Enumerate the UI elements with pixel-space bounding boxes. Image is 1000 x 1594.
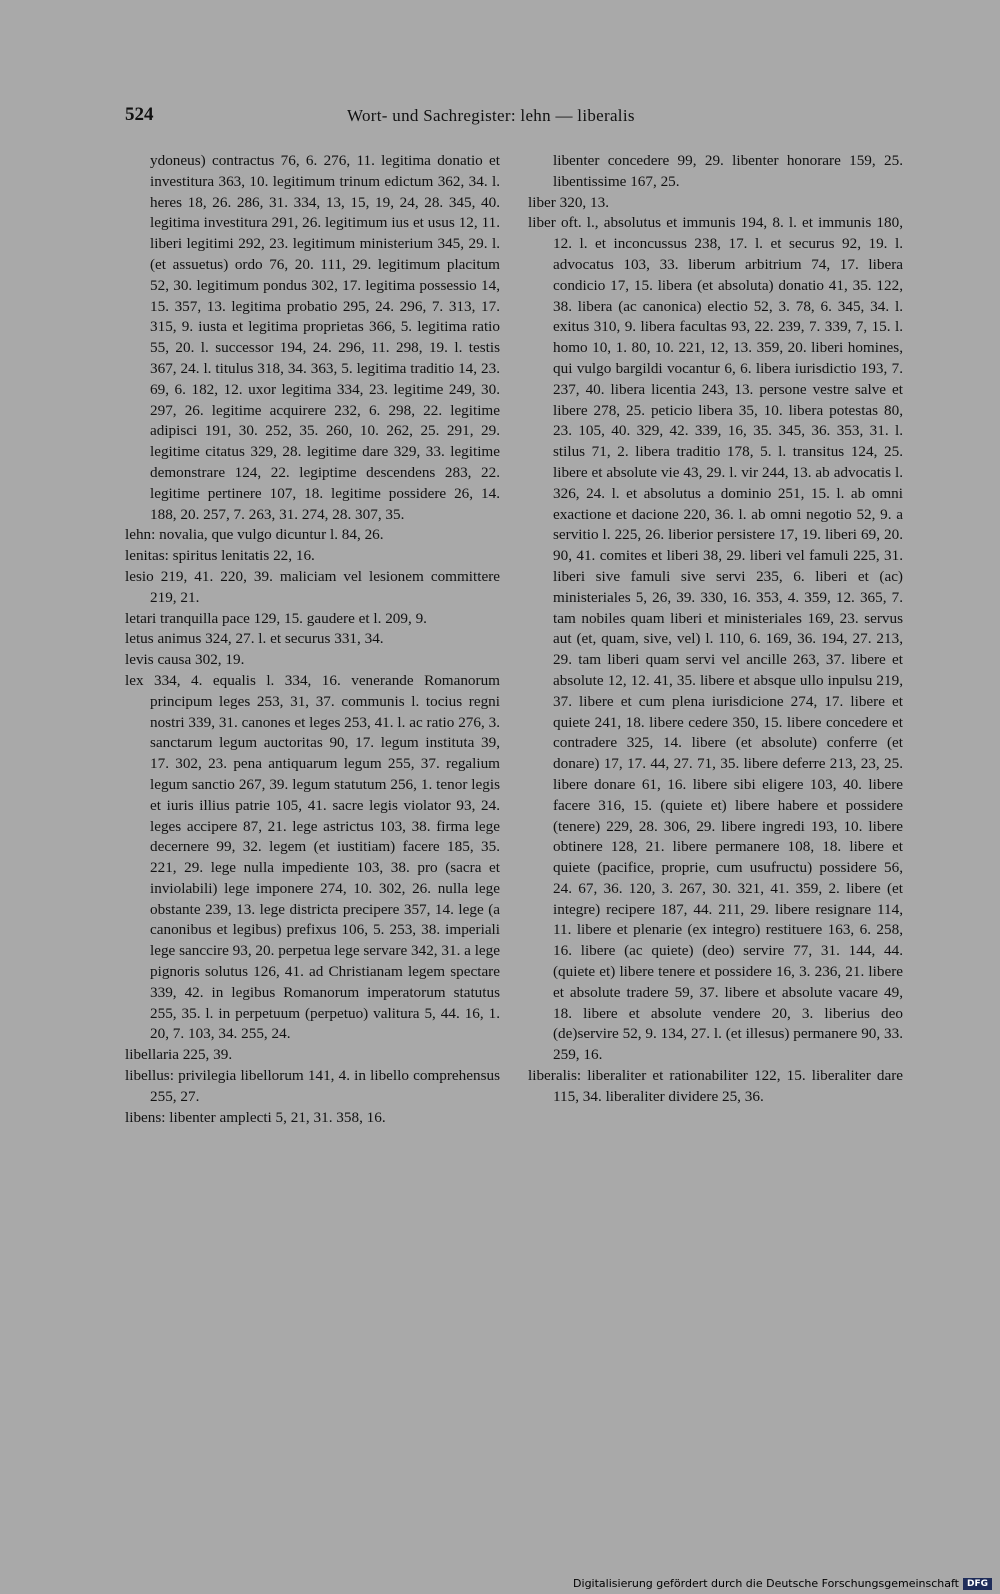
index-entry: libens: libenter amplecti 5, 21, 31. 358, 16. <box>125 1108 386 1126</box>
digitization-footer <box>573 1577 992 1590</box>
right-column <box>528 151 903 1108</box>
index-entry: liberalis: liberaliter et rationabiliter 122, 15. liberaliter dare 115, 34. liberaliter dividere 25, 36. <box>528 1067 903 1105</box>
index-entry: lehn: novalia, que vulgo dicuntur l. 84, 26. <box>125 526 384 544</box>
index-entry: letus animus 324, 27. l. et securus 331, 34. <box>125 630 384 648</box>
index-entry: letari tranquilla pace 129, 15. gaudere et l. 209, 9. <box>125 609 427 627</box>
dfg-logo: DFG <box>963 1578 992 1590</box>
index-entry: lesio 219, 41. 220, 39. maliciam vel lesionem committere 219, 21. <box>125 567 500 606</box>
footer-credit: Digitalisierung gefördert durch die Deutsche Forschungsgemeinschaft <box>573 1577 959 1590</box>
index-entry: libellus: privilegia libellorum 141, 4. in libello comprehensus 255, 27. <box>125 1067 500 1105</box>
index-entry: levis causa 302, 19. <box>125 651 245 669</box>
index-entry: libenter concedere 99, 29. libenter honorare 159, 25. libentissime 167, 25. <box>553 152 903 190</box>
left-column <box>125 151 500 1128</box>
page-number: 524 <box>125 104 154 125</box>
index-entry: liber 320, 13. <box>528 193 609 211</box>
index-entry: lex 334, 4. equalis l. 334, 16. venerande Romanorum principum leges 253, 31, 37. communis l. tocius regni nostri 339, 31. canones et leges 253, 41. l. ac ratio 276, 3. sanctarum legum auctoritas 90, 17. legum instituta 39, 17. 302, 23. pena antiquarum legum 255, 37. regalium legum sanctio 267, 39. legum statutum 256, 1. tenor legis et iuris illius patrie 105, 41. sacre legis violator 93, 24. leges accipere 87, 21. lege astrictus 103, 38. firma lege decernere 99, 32. legem (et iustitiam) facere 185, 35. 221, 29. lege nulla impediente 103, 38. pro (sacra et inviolabili) lege imponere 274, 10. 302, 26. nulla lege obstante 239, 13. lege districta precipere 357, 14. lege (a canonibus et legibus) prefixus 106, 5. 253, 38. imperiali lege sanccire 93, 20. perpetua lege servare 342, 31. a lege pignoris solutus 126, 41. ad Christianam legem spectare 339, 42. in legibus Romanorum imperatorum statutus 255, 35. l. in perpetuum (perpetuo) valitura 5, 44. 16, 1. 20, 7. 103, 34. 255, 24. <box>125 671 500 1043</box>
index-entry: ydoneus) contractus 76, 6. 276, 11. legitima donatio et investitura 363, 10. legitimum trinum edictum 362, 34. l. heres 18, 26. 286, 31. 334, 13, 15, 19, 24, 28. 345, 40. legitima investitura 291, 26. legitimum ius et usus 12, 11. liberi legitimi 292, 23. legitimum ministerium 345, 29. l. (et assuetus) ordo 76, 20. 111, 29. legitimum placitum 52, 30. legitimum pondus 302, 17. legitima possessio 14, 15. 357, 13. legitima probatio 295, 24. 296, 7. 313, 17. 315, 9. iusta et legitima proprietas 366, 5. legitima ratio 55, 20. l. successor 194, 24. 296, 11. 298, 19. l. testis 367, 24. l. titulus 318, 34. 363, 5. legitima traditio 14, 23. 69, 6. 182, 12. uxor legitima 334, 23. legitime 249, 30. 297, 26. legitime acquirere 232, 6. 298, 22. legitime adipisci 191, 30. 252, 35. 260, 10. 262, 25. 291, 29. legitime citatus 329, 28. legitime dare 329, 33. legitime demonstrare 124, 22. legiptime descendens 283, 22. legitime pertinere 107, 18. legitime possidere 26, 14. 188, 20. 257, 7. 263, 31. 274, 28. 307, 35. <box>150 152 500 523</box>
index-entry: libellaria 225, 39. <box>125 1046 233 1064</box>
index-entry: liber oft. l., absolutus et immunis 194, 8. l. et immunis 180, 12. l. et inconcussus 238, 17. l. et securus 92, 19. l. advocatus 103, 33. liberum arbitrium 74, 17. libera condicio 17, 15. libera (et absoluta) donatio 41, 35. 122, 38. libera (ac canonica) electio 52, 3. 78, 6. 345, 34. l. exitus 310, 9. libera facultas 93, 22. 239, 7. 339, 7, 15. l. homo 10, 1. 80, 10. 221, 12, 13. 359, 20. liberi homines, qui vulgo bargildi vocantur 6, 6. libera iurisdictio 193, 7. 237, 40. libera licentia 243, 13. persone vestre salve et libere 278, 25. peticio libera 35, 10. libera potestas 80, 23. 105, 40. 329, 42. 339, 16, 35. 345, 36. 353, 31. l. stilus 71, 2. libera traditio 178, 5. l. transitus 124, 25. libere et absolute vie 43, 29. l. vir 244, 13. ab advocatis l. 326, 24. l. et absolutus a dominio 251, 15. l. ab omni exactione et dacione 220, 36. l. ab omni negotio 52, 9. a servitio l. 225, 26. liberior persistere 17, 19. liberi 69, 20. 90, 41. comites et liberi 38, 29. liberi vel famuli 225, 31. liberi sive famuli sive servi 235, 6. liberi et (ac) ministeriales 5, 26, 39. 330, 16. 353, 4. 359, 12. 365, 7. tam nobiles quam liberi et ministeriales 169, 23. servus aut (et, quam, sive, vel) l. 110, 6. 169, 36. 194, 27. 213, 29. tam liberi quam servi vel ancille 263, 37. libere et absolute 12, 12. 41, 35. libere et absque ullo inpulsu 219, 37. libere et cum plena iurisdicione 274, 17. libere et quiete 241, 18. libere cedere 350, 15. libere concedere et contradere 325, 14. libere (et absolute) conferre (et donare) 17, 17. 44, 27. 71, 35. libere deferre 213, 23, 25. libere donare 61, 16. libere sibi eligere 103, 40. libere facere 316, 15. (quiete et) libere habere et possidere (tenere) 229, 28. 306, 29. libere ingredi 193, 10. libere obtinere 128, 21. libere permanere 108, 18. libere et quiete (pacifice, proprie, cum usufructu) possidere 56, 24. 67, 36. 120, 3. 267, 30. 321, 41. 359, 2. libere (et integre) recipere 187, 44. 211, 29. libere resignare 114, 11. libere et plenarie (ex integro) restituere 163, 6. 258, 16. libere (ac quiete) (deo) servire 77, 31. 144, 44. (quiete et) libere tenere et possidere 16, 3. 236, 21. libere et absolute tradere 59, 37. libere et absolute vacare 49, 18. libere et absolute vendere 20, 3. liberius deo (de)servire 52, 9. 134, 27. l. (et illesus) permanere 90, 33. 259, 16. <box>528 214 903 1064</box>
running-head: Wort- und Sachregister: lehn — liberalis <box>347 106 635 125</box>
index-entry: lenitas: spiritus lenitatis 22, 16. <box>125 547 315 565</box>
